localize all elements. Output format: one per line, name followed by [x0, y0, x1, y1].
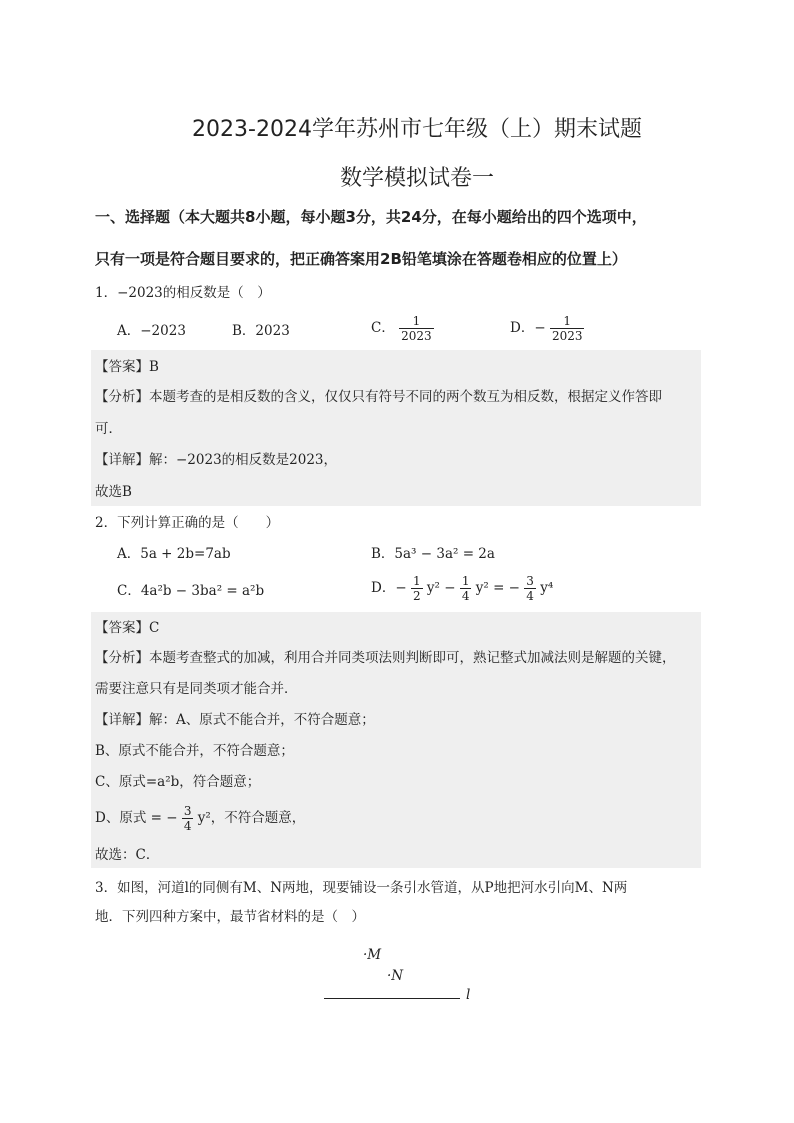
q2-detail-4-pre: D、原式 = − [95, 810, 178, 826]
q1-option-d-label: D．− [510, 320, 546, 336]
q2-detail-4 [95, 804, 305, 833]
q1-conclusion: 故选B [95, 484, 132, 500]
q1-analysis-line1: 【分析】本题考查的是相反数的含义，仅仅只有符号不同的两个数互为相反数，根据定义作答即 [95, 389, 662, 405]
q2-option-d-end: y⁴ [540, 580, 554, 596]
q2-detail-3: C、原式=a²b，符合题意； [95, 774, 261, 790]
q1-stem: 1．−2023的相反数是（ ） [95, 285, 271, 301]
q3-stem-line1: 3．如图，河道l的同侧有M、N两地，现要铺设一条引水管道，从P地把河水引向M、N两 [95, 880, 628, 896]
q2-detail-4-post: y²，不符合题意， [197, 810, 306, 826]
q2-option-d [371, 574, 553, 603]
q1-option-d-denominator: 2023 [551, 329, 583, 343]
q1-answer-block [91, 350, 701, 506]
q2-conclusion: 故选：C． [95, 847, 160, 863]
q3-river-line [324, 998, 460, 999]
q1-option-d-numerator: 1 [550, 314, 585, 329]
q2-detail-4-num: 3 [183, 804, 192, 818]
q1-option-c-numerator: 1 [399, 314, 434, 329]
q2-analysis-line2: 需要注意只有是同类项才能合并． [95, 681, 298, 697]
q3-river-label: l [466, 987, 471, 1003]
q1-option-c-fraction [399, 314, 434, 343]
q1-option-a: A．−2023 [117, 323, 186, 339]
q2-detail-2: B、原式不能合并，不符合题意； [95, 743, 294, 759]
q2-option-d-mid2: y² = − [475, 580, 520, 596]
q2-option-d-label: D．− [371, 580, 407, 596]
q2-option-d-frac3-den: 4 [526, 589, 534, 603]
q1-option-c-denominator: 2023 [401, 329, 432, 343]
page-subtitle: 数学模拟试卷一 [339, 166, 494, 191]
q1-option-b: B．2023 [232, 323, 290, 339]
section-heading-line1: 一、选择题（本大题共8小题，每小题3分，共24分，在每小题给出的四个选项中， [95, 208, 647, 226]
q1-analysis-line2: 可． [95, 421, 122, 437]
q2-detail-4-den: 4 [183, 819, 192, 833]
q2-option-a: A．5a + 2b=7ab [117, 546, 231, 562]
q2-option-c: C．4a²b − 3ba² = a²b [117, 583, 265, 599]
q2-detail-1: 【详解】解：A、原式不能合并，不符合题意； [95, 712, 375, 728]
q2-answer-block [91, 612, 701, 868]
q3-point-n: ·N [387, 968, 404, 984]
q1-option-c-label: C． [371, 320, 395, 336]
q2-analysis-line1: 【分析】本题考查整式的加减，利用合并同类项法则判断即可，熟记整式加减法则是解题的关键， [95, 650, 676, 666]
q2-option-d-frac1-num: 1 [412, 574, 421, 588]
q2-option-d-frac3 [524, 574, 536, 603]
q3-stem-line2: 地．下列四种方案中，最节省材料的是（ ） [95, 909, 365, 925]
q1-option-d [510, 314, 584, 343]
q2-option-d-frac2 [460, 574, 472, 603]
page-title: 2023-2024学年苏州市七年级（上）期末试题 [192, 117, 642, 142]
q1-detail: 【详解】解：−2023的相反数是2023， [95, 452, 338, 468]
q1-answer: 【答案】B [95, 359, 159, 375]
q2-answer: 【答案】C [95, 620, 160, 636]
section-heading-line2: 只有一项是符合题目要求的，把正确答案用2B铅笔填涂在答题卷相应的位置上） [95, 250, 627, 268]
q2-stem: 2．下列计算正确的是（ ） [95, 515, 280, 531]
q2-option-d-frac2-den: 4 [461, 589, 470, 603]
q2-option-d-frac1 [411, 574, 423, 603]
q1-option-c [371, 314, 434, 343]
q2-option-d-frac2-num: 1 [461, 574, 470, 588]
q3-point-m: ·M [363, 947, 382, 963]
q2-option-b: B．5a³ − 3a² = 2a [371, 546, 495, 562]
q2-detail-4-fraction [182, 804, 194, 833]
q2-option-d-mid: y² − [426, 580, 460, 596]
q1-option-d-fraction [550, 314, 585, 343]
q2-option-d-frac3-num: 3 [526, 574, 534, 588]
q2-option-d-frac1-den: 2 [412, 589, 421, 603]
